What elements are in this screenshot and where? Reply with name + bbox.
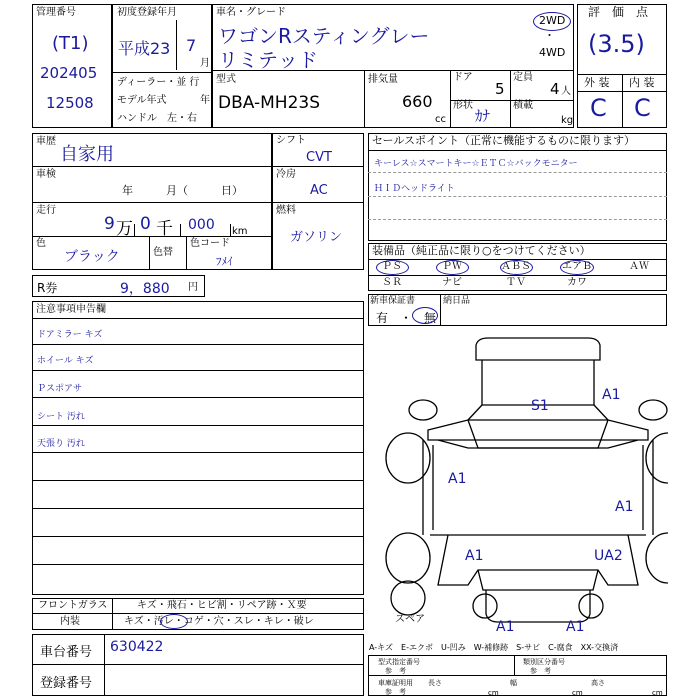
reg-month-unit: 月 [200,58,210,69]
type-spec-ref: 参 考 [385,667,406,675]
drive-4wd: 4WD [539,46,566,59]
note-item-3: Ｐスポアサ [37,384,83,394]
hist-hline1 [32,166,272,167]
eq-leather: カワ [567,277,587,288]
sales-line1: キーレス☆スマートキー☆ＥＴＣ☆バックモニター [374,159,578,169]
colorcode-value: ﾌﾒｲ [216,255,233,268]
eq-airbag-circle [560,260,594,275]
type-spec-label: 型式指定番号 [378,658,420,666]
name-line2: リミテッド [218,48,318,72]
warranty-circle [412,307,438,324]
grade-value: (3.5) [588,30,645,58]
interior-value: キズ・汚レ・コゲ・穴・スレ・キレ・破レ [124,616,314,627]
note-item-2: ホイール キズ [37,356,94,366]
dt-hline2 [272,202,364,203]
glass-hline [32,613,364,614]
eq-ps-circle [376,260,409,275]
fuel-value: ガソリン [290,230,343,245]
sales-rule3 [368,219,667,220]
notes-row-2 [32,370,364,371]
recycle-value: 9，880 [120,281,170,297]
eq-ps: ＰＳ [382,261,402,272]
cool-label: 冷房 [276,169,296,180]
spec-hline [368,675,667,676]
history-value: 自家用 [60,144,114,165]
man-unit: 万 [116,219,133,239]
mileage-man: 9 [104,214,115,234]
spec-div [514,655,515,675]
dmg-a1-rear-left: A1 [496,619,515,635]
class-ref: 参 考 [530,667,551,675]
dmg-a1-rear-right: A1 [566,619,585,635]
int-value: C [634,94,651,122]
car-diagram [368,330,668,635]
cool-value: AC [310,183,328,198]
width-label: 幅 [510,679,517,687]
recycle-box [32,275,205,297]
notes-row-6 [32,480,364,481]
shift-value: CVT [306,150,332,165]
sales-hline [368,150,667,151]
int-label: 内 装 [629,76,655,89]
color-label: 色 [36,238,46,249]
cap-value: 4 [550,80,560,98]
notes-row-5 [32,452,364,453]
class-label: 類別区分番号 [523,658,565,666]
notes-hline0 [32,318,364,319]
sales-label: セールスポイント（正常に機能するものに限ります） [372,134,636,147]
reg-num-label: 登録番号 [40,676,93,691]
type-label: 型式 [216,74,236,85]
notes-row-7 [32,508,364,509]
model-year-label: モデル年式 [117,95,167,106]
grade-divider [622,74,623,128]
length-label: 長さ [428,679,442,687]
glass-label: フロントガラス [38,600,108,611]
model-year-unit: 年 [200,95,210,106]
sales-line2: ＨＩＤヘッドライト [374,184,455,194]
cap-label: 定員 [513,72,533,83]
mgmt-num2: 12508 [46,94,94,112]
reg-month: 7 [186,36,197,55]
dmg-s1: S1 [531,398,549,414]
cert-ref: 参 考 [385,688,406,696]
mileage-tick1 [134,224,135,236]
shape-label: 形状 [453,100,473,111]
type-value: DBA-MH23S [218,93,321,113]
inspect-value: 年 月（ 日） [122,184,243,197]
notes-row-1 [32,344,364,345]
interior-label: 内装 [60,616,80,627]
dt-hline1 [272,166,364,167]
recycle-unit: 円 [188,282,198,293]
chassis-hline [32,664,364,665]
disp-divider [364,70,365,128]
name-line1: ワゴンRスティングレー [218,24,430,48]
eq-pw-circle [436,260,469,275]
colorcode-label: 色コード [190,238,230,249]
dealer-label: ディーラー・並 行 [117,77,200,88]
recolor-label: 色替 [153,247,173,258]
dmg-a1-top-right: A1 [602,387,621,403]
mileage-sen: 0 [140,214,151,234]
notes-row-3 [32,397,364,398]
glass-value: キズ・飛石・ヒビ割・リペア跡・Ｘ要 [137,600,307,611]
reg-divider [176,20,177,70]
door-divider [450,70,451,128]
colorcode-div [186,236,187,270]
notes-row-8 [32,536,364,537]
load-unit: kg [561,115,574,126]
eq-airbag: エアＢ [562,261,592,272]
dmg-ua2: UA2 [594,548,623,564]
spare-label: スペア [395,614,425,625]
drive-2wd: 2WD [539,14,566,27]
cert-label: 車庫証明用 [378,679,413,687]
grade-label: 評 価 点 [588,5,649,19]
mileage-tick3 [230,224,231,236]
disp-unit: cc [435,114,446,125]
door-value: 5 [495,80,505,98]
mileage-tick2 [180,224,181,236]
disp-label: 排気量 [368,74,398,85]
chassis-div [104,634,105,696]
eq-tv: ＴＶ [506,277,526,288]
drive-dot: ・ [544,29,555,42]
eq-sr: ＳＲ [382,277,402,288]
shift-label: シフト [276,135,306,146]
length-unit: cm [488,689,499,697]
sales-rule1 [368,172,667,173]
eq-navi: ナビ [442,277,462,288]
inspect-label: 車検 [36,169,56,180]
dmg-a1-left: A1 [448,471,467,487]
interior-dirty-circle [160,614,188,629]
reg-era-year: 平成23 [118,39,171,58]
history-label: 車歴 [36,136,56,147]
note-item-1: ドアミラー キズ [37,330,103,340]
color-value: ブラック [64,249,120,265]
handle-label: ハンドル 左・右 [117,113,197,124]
notes-row-9 [32,564,364,565]
warranty-value: 有 ・ 無 [376,311,437,325]
cap-divider [510,70,511,128]
mileage-rest: 000 [188,217,215,233]
reg-hline [112,72,212,73]
equipment-label: 装備品（純正品に限り○をつけてください） [372,244,591,257]
eq-aw: ＡＷ [629,261,649,272]
warranty-div [440,294,441,326]
mileage-label: 走行 [36,205,56,216]
dmg-a1-lower-left: A1 [465,548,484,564]
cap-unit: 人 [561,86,571,97]
chassis-value: 630422 [110,639,164,655]
color-div [149,236,150,270]
sales-rule2 [368,196,667,197]
reg-label: 初度登録年月 [117,7,177,18]
shape-value: ｶﾅ [475,107,491,125]
door-label: ドア [453,72,473,83]
eq-abs-circle [500,260,533,275]
km-unit: km [232,226,248,237]
dmg-a1-right: A1 [615,499,634,515]
recycle-label: R券 [37,281,58,295]
ext-value: C [590,94,607,122]
mgmt-label: 管理番号 [36,7,76,18]
load-label: 積載 [513,100,533,111]
mgmt-code: (T1) [52,33,89,54]
fuel-label: 燃料 [276,205,296,216]
mgmt-num1: 202405 [40,64,98,82]
notes-row-4 [32,425,364,426]
grade-hline2 [577,91,667,92]
reg-box [112,4,212,128]
height-label: 高さ [591,679,605,687]
hist-hline3 [32,236,272,237]
note-item-5: 天張り 汚れ [37,439,85,449]
legend-text: A-キズ E-エクボ U-凹み W-補修跡 S-サビ C-腐食 XX-交換済 [369,643,619,652]
notes-label: 注意事項申告欄 [36,304,106,315]
glass-div [112,598,113,630]
disp-value: 660 [402,92,433,111]
height-unit: cm [652,689,663,697]
delivery-label: 納日品 [443,296,471,306]
eq-pw: ＰＷ [442,261,462,272]
sen-unit: 千 [156,219,173,239]
name-hline [212,70,574,71]
width-unit: cm [572,689,583,697]
chassis-label: 車台番号 [40,645,93,660]
note-item-4: シート 汚れ [37,412,85,422]
eq-abs: ＡＢＳ [501,261,531,272]
ext-label: 外 装 [584,76,610,89]
name-label: 車名・グレード [216,7,286,18]
hist-hline2 [32,202,272,203]
warranty-label: 新車保証書 [370,296,416,306]
